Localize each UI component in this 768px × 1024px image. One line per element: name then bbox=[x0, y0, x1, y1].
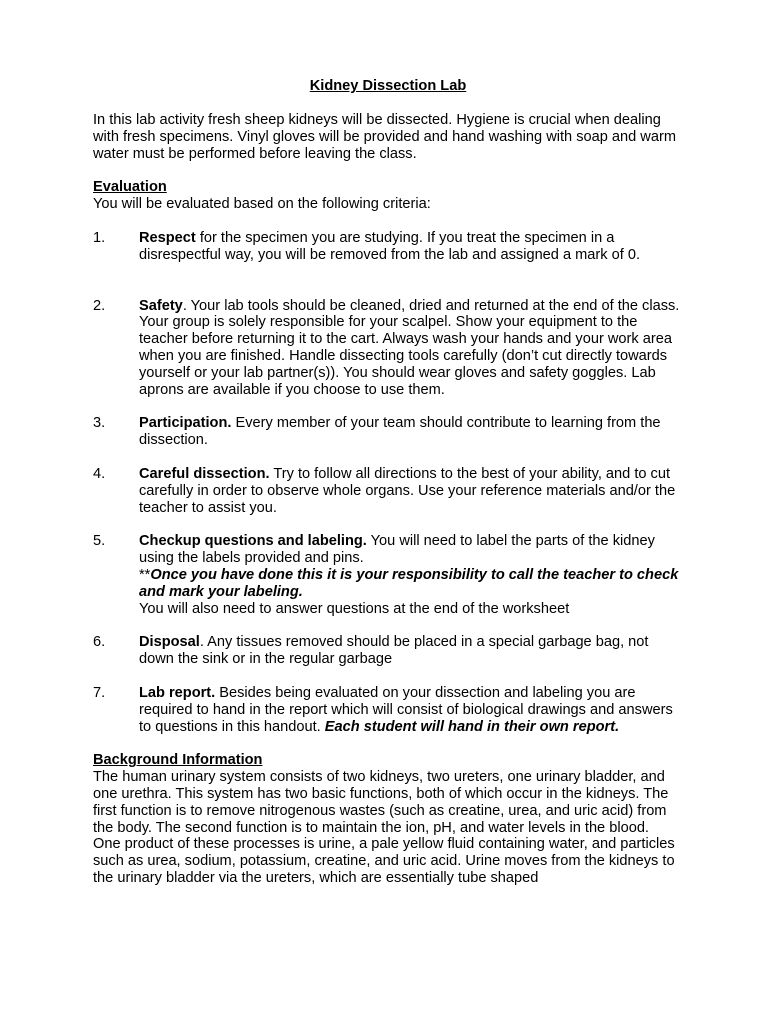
evaluation-heading: Evaluation bbox=[93, 179, 167, 196]
criterion-text: You will need to label the parts of the kidney using the labels provided and pins. bbox=[139, 533, 655, 567]
document-title: Kidney Dissection Lab bbox=[309, 78, 467, 94]
criterion-body bbox=[139, 415, 683, 449]
criterion-term: Disposal bbox=[139, 634, 200, 651]
criterion-term: Respect bbox=[139, 229, 196, 246]
background-paragraph-2: One product of these processes is urine, a pale yellow fluid containing water, and particles such as urea, sodium, potassium, creatine, and uric acid. Urine moves from the kidneys to the urinary bladder via the ureters, which are essentially tube shaped bbox=[93, 836, 675, 886]
criterion-term: Careful dissection. bbox=[139, 465, 270, 482]
criterion-text: Besides being evaluated on your dissection and labeling you are required to hand in the report which will consist of biological drawings and answers to questions in this handout. bbox=[139, 684, 673, 735]
criterion-item bbox=[93, 298, 683, 399]
criterion-number: 7. bbox=[93, 684, 106, 701]
criterion-term: Lab report. bbox=[139, 684, 216, 701]
criterion-number: 6. bbox=[93, 634, 106, 651]
background-heading: Background Information bbox=[93, 752, 263, 769]
criterion-item bbox=[93, 533, 683, 617]
note-prefix: ** bbox=[139, 566, 151, 583]
criterion-item bbox=[93, 230, 683, 264]
criterion-body bbox=[139, 230, 683, 264]
intro-paragraph: In this lab activity fresh sheep kidneys will be dissected. Hygiene is crucial when dealing with fresh specimens. Vinyl gloves will be provided and hand washing with soap and warm water must be performed before leaving the class. bbox=[93, 112, 676, 162]
criterion-number: 3. bbox=[93, 415, 106, 432]
criterion-item bbox=[93, 415, 683, 449]
criterion-text: . Your lab tools should be cleaned, dried and returned at the end of the class. Your group is solely responsible for your scalpel. Show your equipment to the teacher before returning it to the cart. Always wash your hands and your work area when you are finished. Handle dissecting tools carefully (don’t cut directly towards yourself or your lab partner(s)). You should wear gloves and safety goggles. Lab aprons are available if you choose to use them. bbox=[139, 297, 680, 398]
criterion-text: . Any tissues removed should be placed in a special garbage bag, not down the sink or in the regular garbage bbox=[139, 634, 649, 668]
criterion-body bbox=[139, 466, 683, 516]
criterion-item bbox=[93, 466, 683, 516]
criterion-text: Try to follow all directions to the best of your ability, and to cut carefully in order to observe whole organs. Use your reference materials and/or the teacher to assist you. bbox=[139, 465, 676, 516]
criterion-body bbox=[139, 298, 683, 399]
criterion-number: 1. bbox=[93, 229, 106, 246]
criterion-term: Safety bbox=[139, 297, 183, 314]
criterion-emphasis: Each student will hand in their own report. bbox=[324, 718, 620, 735]
criterion-body bbox=[139, 685, 683, 735]
criterion-note: Once you have done this it is your responsibility to call the teacher to check and mark your labeling. bbox=[139, 566, 679, 600]
criterion-number: 2. bbox=[93, 297, 106, 314]
criterion-item bbox=[93, 685, 683, 735]
criterion-number: 4. bbox=[93, 465, 106, 482]
criterion-body bbox=[139, 533, 683, 617]
criterion-term: Participation. bbox=[139, 415, 232, 432]
criterion-item bbox=[93, 634, 683, 668]
criterion-body bbox=[139, 634, 683, 668]
criterion-extra: You will also need to answer questions at the end of the worksheet bbox=[139, 600, 570, 617]
document-page bbox=[93, 78, 683, 887]
evaluation-lead: You will be evaluated based on the following criteria: bbox=[93, 196, 431, 213]
criterion-text: for the specimen you are studying. If you treat the specimen in a disrespectful way, you will be removed from the lab and assigned a mark of 0. bbox=[139, 229, 641, 263]
criterion-number: 5. bbox=[93, 533, 106, 550]
background-paragraph-1: The human urinary system consists of two kidneys, two ureters, one urinary bladder, and one urethra. This system has two basic functions, both of which occur in the kidneys. The first function is to remove nitrogenous wastes (such as creatine, urea, and uric acid) from the body. The second function is to maintain the ion, pH, and water levels in the blood. bbox=[93, 769, 669, 836]
criterion-text: Every member of your team should contribute to learning from the dissection. bbox=[139, 415, 661, 449]
criterion-term: Checkup questions and labeling. bbox=[139, 533, 367, 550]
